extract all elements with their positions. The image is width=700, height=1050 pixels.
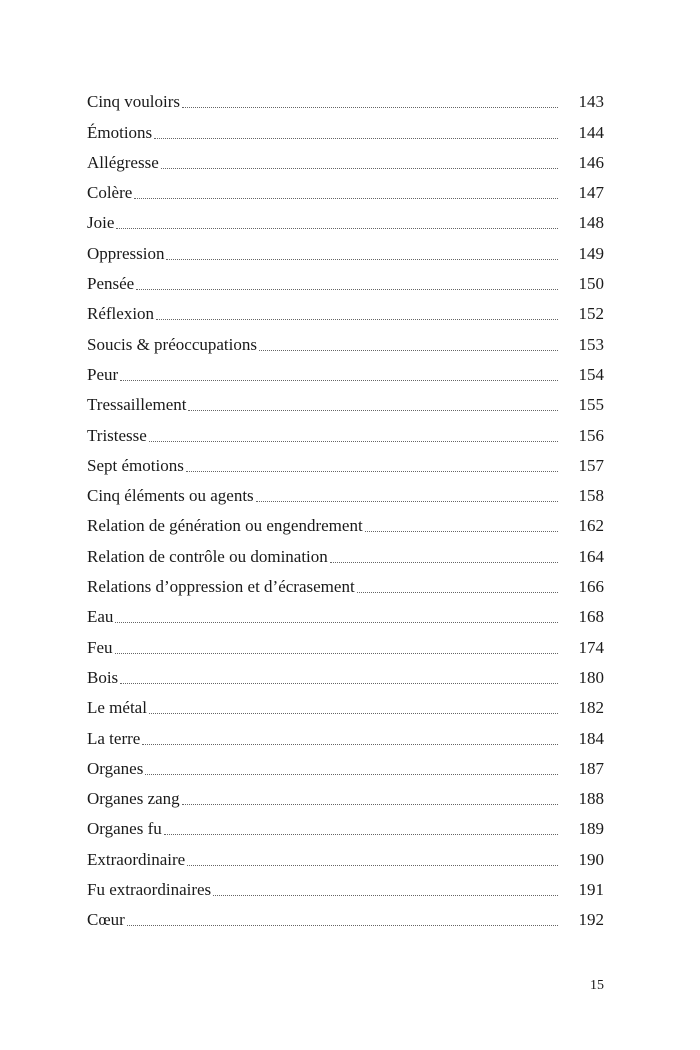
dot-leader — [149, 712, 558, 714]
dot-leader — [187, 864, 558, 866]
table-of-contents — [87, 83, 604, 931]
toc-entry-page: 147 — [578, 183, 604, 203]
dot-leader — [330, 561, 558, 563]
toc-entry-title: Relation de génération ou engendrement — [87, 516, 363, 536]
toc-entry-page: 154 — [578, 364, 604, 384]
toc-entry — [87, 659, 604, 689]
toc-entry — [87, 507, 604, 537]
toc-entry-page: 180 — [578, 667, 604, 687]
dot-leader — [115, 652, 559, 654]
toc-entry-page: 191 — [578, 880, 604, 900]
dot-leader — [161, 167, 558, 169]
toc-entry-title: Tristesse — [87, 425, 147, 445]
toc-entry-page: 144 — [578, 122, 604, 142]
toc-entry — [87, 447, 604, 477]
toc-entry-title: Relation de contrôle ou domination — [87, 546, 328, 566]
toc-entry-title: Feu — [87, 637, 113, 657]
dot-leader — [116, 227, 558, 229]
toc-entry-page: 152 — [578, 304, 604, 324]
toc-entry-page: 174 — [578, 637, 604, 657]
toc-entry — [87, 295, 604, 325]
dot-leader — [134, 197, 558, 199]
toc-entry — [87, 113, 604, 143]
dot-leader — [186, 470, 558, 472]
toc-entry-title: Colère — [87, 183, 133, 203]
toc-entry — [87, 174, 604, 204]
toc-entry-title: Fu extraordinaires — [87, 880, 212, 900]
toc-entry-page: 149 — [578, 243, 604, 263]
toc-entry — [87, 689, 604, 719]
toc-entry — [87, 144, 604, 174]
toc-entry-title: Allégresse — [87, 152, 159, 172]
toc-entry-page: 166 — [578, 577, 604, 597]
toc-entry-title: Organes fu — [87, 819, 162, 839]
toc-entry — [87, 628, 604, 658]
toc-entry — [87, 356, 604, 386]
toc-entry-title: Pensée — [87, 274, 135, 294]
toc-entry — [87, 204, 604, 234]
toc-entry-title: Bois — [87, 667, 119, 687]
toc-entry — [87, 568, 604, 598]
toc-entry — [87, 83, 604, 113]
dot-leader — [120, 379, 558, 381]
toc-entry — [87, 780, 604, 810]
dot-leader — [164, 833, 558, 835]
toc-entry — [87, 537, 604, 567]
toc-entry-title: Cœur — [87, 910, 125, 930]
toc-entry-title: Tressaillement — [87, 395, 187, 415]
toc-entry — [87, 598, 604, 628]
dot-leader — [136, 288, 558, 290]
toc-entry — [87, 386, 604, 416]
dot-leader — [166, 258, 558, 260]
toc-entry-page: 150 — [578, 274, 604, 294]
toc-entry-title: Cinq éléments ou agents — [87, 486, 254, 506]
dot-leader — [127, 924, 558, 926]
dot-leader — [182, 106, 558, 108]
dot-leader — [120, 682, 558, 684]
dot-leader — [154, 137, 558, 139]
toc-entry-page: 182 — [578, 698, 604, 718]
toc-entry-page: 184 — [578, 728, 604, 748]
toc-entry — [87, 416, 604, 446]
toc-entry — [87, 265, 604, 295]
toc-entry-title: La terre — [87, 728, 141, 748]
toc-entry-page: 156 — [578, 425, 604, 445]
toc-entry — [87, 871, 604, 901]
dot-leader — [256, 500, 558, 502]
toc-entry-title: Organes — [87, 758, 144, 778]
toc-entry-page: 158 — [578, 486, 604, 506]
toc-entry-page: 192 — [578, 910, 604, 930]
dot-leader — [145, 773, 558, 775]
toc-entry-page: 164 — [578, 546, 604, 566]
toc-entry-title: Eau — [87, 607, 114, 627]
dot-leader — [357, 591, 558, 593]
toc-entry-page: 168 — [578, 607, 604, 627]
toc-entry-page: 146 — [578, 152, 604, 172]
toc-entry-title: Réflexion — [87, 304, 155, 324]
toc-entry-page: 189 — [578, 819, 604, 839]
toc-entry-page: 155 — [578, 395, 604, 415]
toc-entry-page: 148 — [578, 213, 604, 233]
toc-entry-page: 157 — [578, 455, 604, 475]
dot-leader — [115, 621, 558, 623]
dot-leader — [213, 894, 558, 896]
toc-entry-title: Le métal — [87, 698, 147, 718]
toc-entry-title: Émotions — [87, 122, 153, 142]
toc-entry-page: 143 — [578, 92, 604, 112]
toc-entry — [87, 840, 604, 870]
toc-entry — [87, 810, 604, 840]
toc-entry — [87, 477, 604, 507]
toc-entry-page: 153 — [578, 334, 604, 354]
dot-leader — [259, 349, 558, 351]
toc-entry-title: Relations d’oppression et d’écrasement — [87, 577, 355, 597]
dot-leader — [149, 440, 558, 442]
toc-entry-title: Joie — [87, 213, 115, 233]
toc-entry — [87, 901, 604, 931]
toc-entry-page: 187 — [578, 758, 604, 778]
toc-entry-title: Peur — [87, 364, 119, 384]
toc-entry-title: Soucis & préoccupations — [87, 334, 257, 354]
toc-entry-page: 162 — [578, 516, 604, 536]
toc-entry — [87, 750, 604, 780]
toc-entry-title: Cinq vouloirs — [87, 92, 181, 112]
toc-entry-page: 188 — [578, 789, 604, 809]
toc-entry — [87, 234, 604, 264]
toc-entry-title: Organes zang — [87, 789, 180, 809]
toc-entry — [87, 325, 604, 355]
dot-leader — [365, 530, 558, 532]
dot-leader — [142, 743, 558, 745]
page-number: 15 — [590, 978, 604, 993]
dot-leader — [188, 409, 558, 411]
toc-entry-title: Sept émotions — [87, 455, 184, 475]
dot-leader — [182, 803, 558, 805]
toc-entry — [87, 719, 604, 749]
toc-entry-page: 190 — [578, 849, 604, 869]
toc-entry-title: Oppression — [87, 243, 165, 263]
dot-leader — [156, 318, 558, 320]
toc-entry-title: Extraordinaire — [87, 849, 186, 869]
